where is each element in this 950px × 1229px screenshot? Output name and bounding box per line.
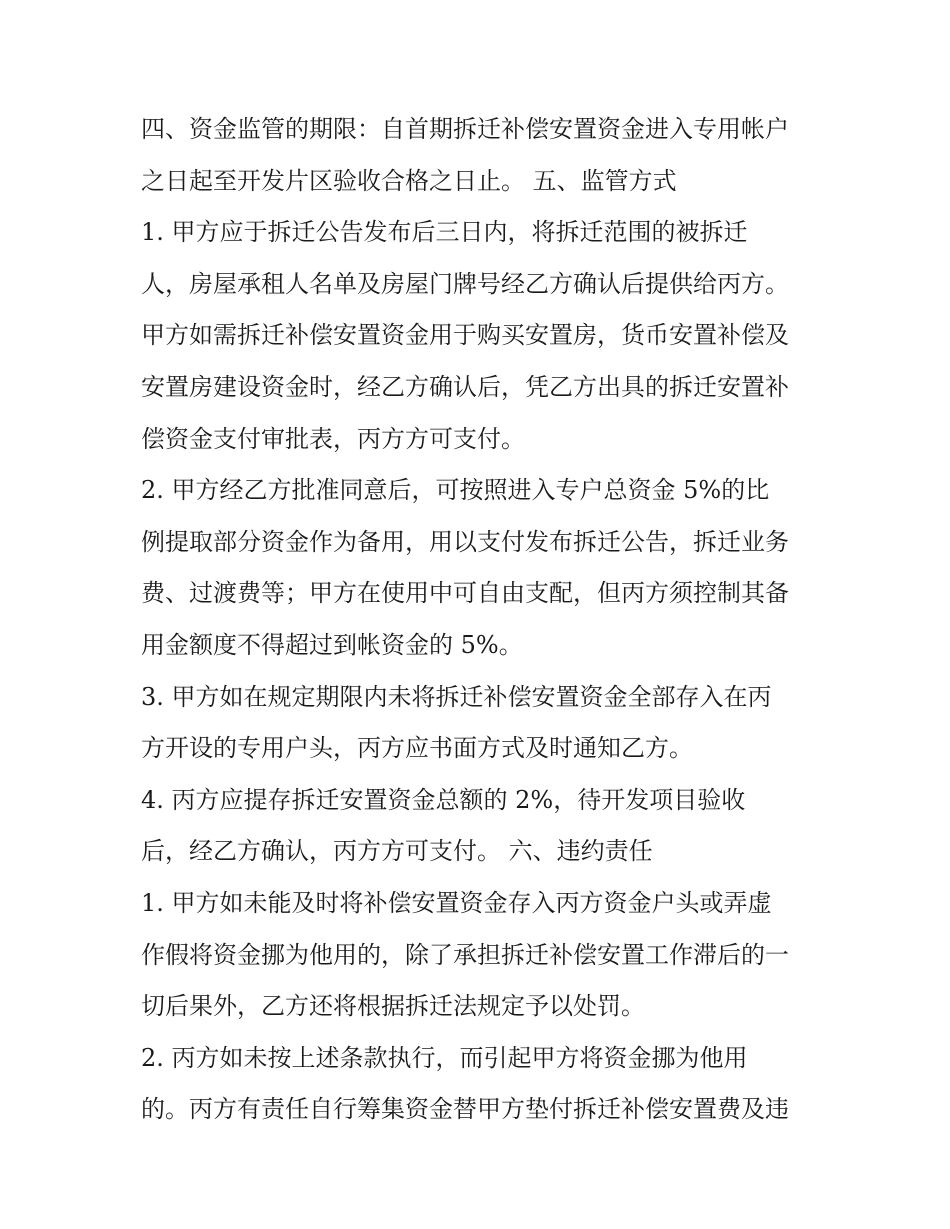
text-line: 的。丙方有责任自行筹集资金替甲方垫付拆迁补偿安置费及违	[141, 1095, 789, 1124]
text-line: 人，房屋承租人名单及房屋门牌号经乙方确认后提供给丙方。	[141, 269, 789, 298]
text-line: 后，经乙方确认，丙方方可支付。 六、违约责任	[141, 837, 653, 866]
text-line: 方开设的专用户头，丙方应书面方式及时通知乙方。	[141, 734, 693, 763]
text-line: 作假将资金挪为他用的，除了承担拆迁补偿安置工作滞后的一	[141, 940, 789, 969]
body-text	[141, 104, 831, 1136]
text-line: 安置房建设资金时，经乙方确认后，凭乙方出具的拆迁安置补	[141, 372, 789, 401]
text-line: 2. 甲方经乙方批准同意后，可按照进入专户总资金 5%的比	[141, 476, 770, 505]
text-line: 费、过渡费等；甲方在使用中可自由支配，但丙方须控制其备	[141, 579, 789, 608]
text-line: 之日起至开发片区验收合格之日止。 五、监管方式	[141, 166, 677, 195]
text-line: 例提取部分资金作为备用，用以支付发布拆迁公告，拆迁业务	[141, 527, 789, 556]
text-line: 用金额度不得超过到帐资金的 5%。	[141, 630, 523, 659]
text-line: 1. 甲方应于拆迁公告发布后三日内，将拆迁范围的被拆迁	[141, 218, 748, 247]
text-line: 切后果外，乙方还将根据拆迁法规定予以处罚。	[141, 992, 645, 1021]
text-line: 1. 甲方如未能及时将补偿安置资金存入丙方资金户头或弄虚	[141, 888, 772, 917]
text-line: 3. 甲方如在规定期限内未将拆迁补偿安置资金全部存入在丙	[141, 682, 772, 711]
text-line: 4. 丙方应提存拆迁安置资金总额的 2%，待开发项目验收	[141, 785, 746, 814]
text-line: 偿资金支付审批表，丙方方可支付。	[141, 424, 525, 453]
text-line: 四、资金监管的期限：自首期拆迁补偿安置资金进入专用帐户	[141, 115, 789, 143]
text-line: 甲方如需拆迁补偿安置资金用于购买安置房，货币安置补偿及	[141, 321, 789, 350]
text-line: 2. 丙方如未按上述条款执行，而引起甲方将资金挪为他用	[141, 1043, 748, 1072]
